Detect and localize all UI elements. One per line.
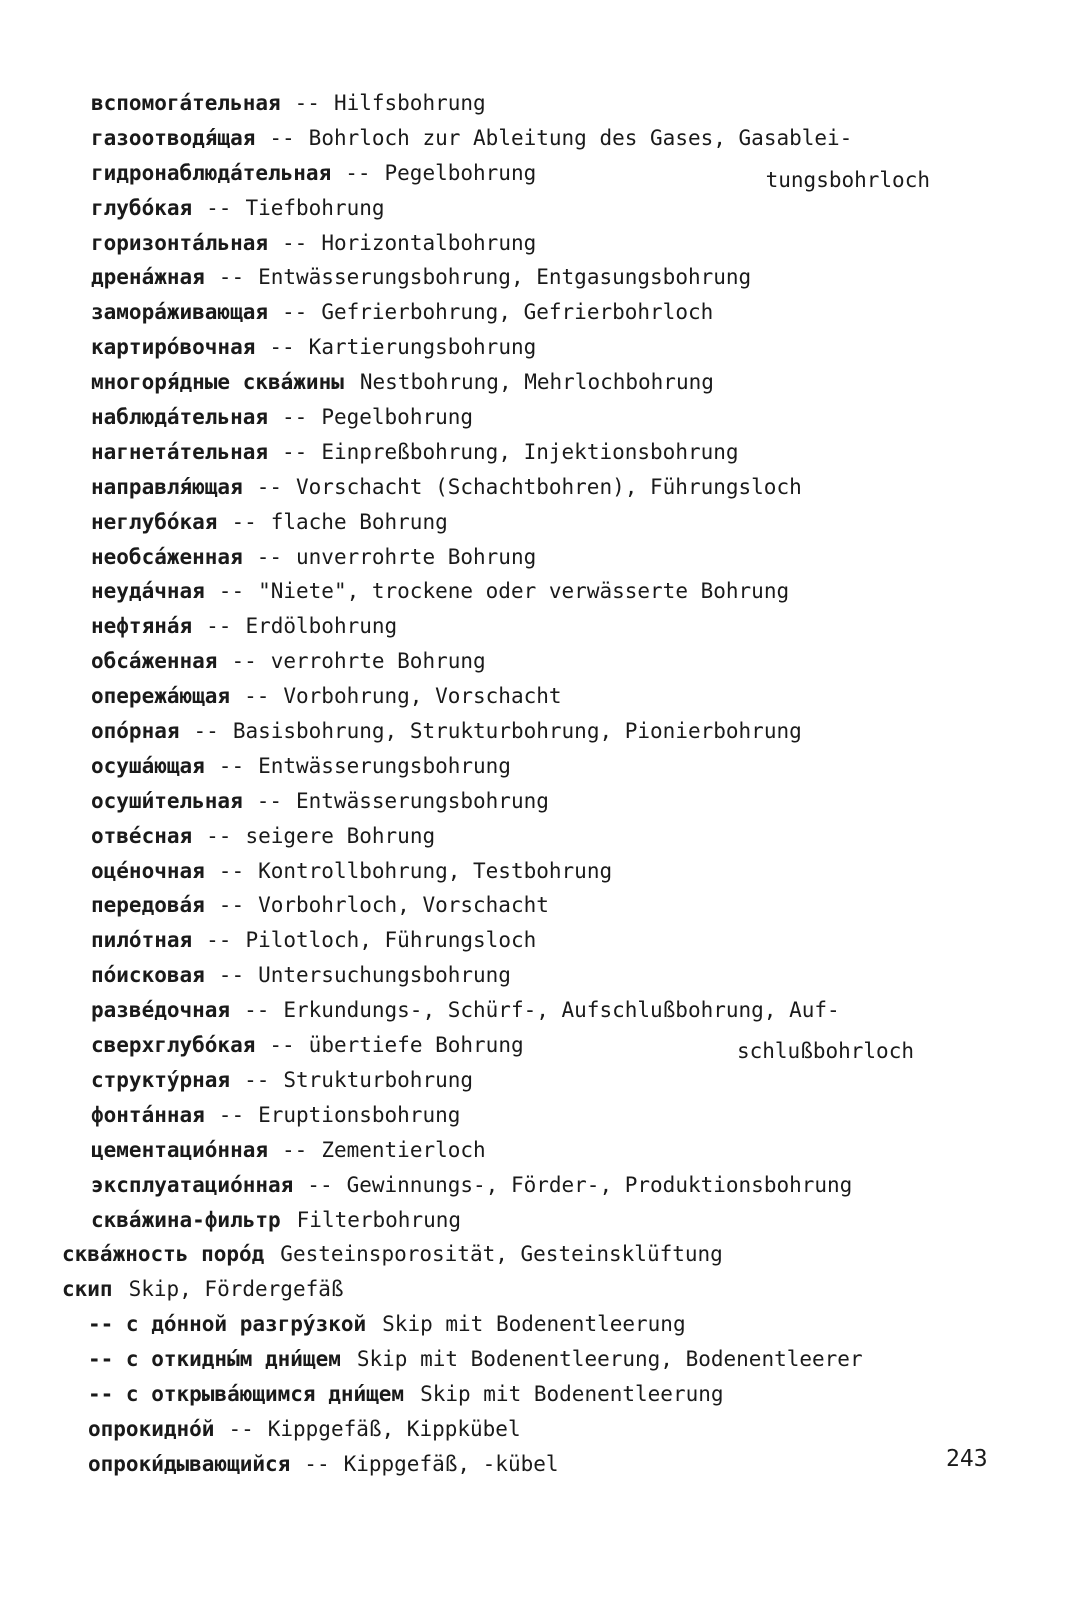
entry-german-translation: verrohrte Bohrung: [270, 649, 486, 674]
entry-separator: --: [218, 858, 245, 883]
entry-russian-term: обсáженная: [91, 649, 218, 674]
entry-russian-term: осуши́тельная: [91, 788, 243, 813]
entry-german-translation: Vorbohrloch, Vorschacht: [258, 893, 549, 918]
entry-russian-term: опрокиднóй: [88, 1416, 215, 1441]
entry-german-translation: Erdölbohrung: [245, 614, 398, 639]
entry-separator: --: [304, 1451, 330, 1476]
entry-separator: --: [282, 405, 308, 430]
entry-german-translation: flache Bohrung: [270, 509, 448, 534]
entry-german-translation: Kontrollbohrung, Testbohrung: [258, 858, 613, 883]
page-number: 243: [946, 1446, 988, 1472]
entry-russian-term: -- с дóнной разгрýзкой: [88, 1312, 367, 1337]
entry-russian-term: сквáжность порóд: [62, 1242, 265, 1267]
entry-russian-term: пóисковая: [91, 963, 205, 988]
entry-russian-term: опережáющая: [91, 684, 231, 709]
entry-row: [0, 1028, 1070, 1063]
entry-german-translation: übertiefe Bohrung: [308, 1033, 524, 1058]
entry-german-translation: Entwässerungsbohrung: [258, 753, 511, 778]
entry-separator: --: [206, 195, 232, 220]
entry-row: [0, 819, 1070, 854]
entry-russian-term: сквáжина-фильтр: [91, 1207, 281, 1232]
entry-separator: --: [218, 753, 245, 778]
entry-row: [0, 365, 1070, 400]
entry-russian-term: структýрная: [91, 1067, 231, 1092]
entry-russian-term: горизонтáльная: [91, 230, 269, 255]
entry-separator: --: [282, 1137, 308, 1162]
entry-russian-term: развéдочная: [91, 998, 231, 1023]
entry-separator: --: [218, 265, 245, 290]
entry-list: [0, 86, 1070, 1482]
entry-german-translation: Gewinnungs-, Förder-, Produktionsbohrung: [346, 1172, 853, 1197]
entry-german-translation: Vorbohrung, Vorschacht: [283, 684, 562, 709]
entry-german-translation: Untersuchungsbohrung: [258, 963, 511, 988]
entry-russian-term: -- с открывáющимся дни́щем: [88, 1381, 405, 1406]
entry-russian-term: нефтянáя: [91, 614, 193, 639]
entry-russian-term: опроки́дывающийся: [88, 1451, 291, 1476]
entry-german-translation: Eruptionsbohrung: [258, 1102, 461, 1127]
entry-russian-term: нагнетáтельная: [91, 439, 269, 464]
entry-separator: --: [218, 893, 245, 918]
entry-german-translation: "Niete", trockene oder verwässerte Bohrung: [258, 579, 790, 604]
entry-separator: --: [244, 684, 270, 709]
entry-german-translation: seigere Bohrung: [245, 823, 436, 848]
entry-russian-term: картирóвочная: [91, 335, 256, 360]
entry-german-translation: Gefrierbohrung, Gefrierbohrloch: [321, 300, 714, 325]
entry-russian-term: передовáя: [91, 893, 205, 918]
entry-german-translation: Pegelbohrung: [384, 160, 537, 185]
entry-russian-term: эксплуатациóнная: [91, 1172, 294, 1197]
entry-russian-term: вспомогáтельная: [91, 91, 281, 115]
entry-russian-term: осушáющая: [91, 753, 205, 778]
entry-separator: --: [345, 160, 371, 185]
entry-separator: --: [231, 509, 257, 534]
entry-row: [0, 1377, 1070, 1412]
entry-german-translation: Erkundungs-, Schürf-, Aufschlußbohrung, Auf-: [283, 998, 840, 1023]
entry-russian-term: неудáчная: [91, 579, 205, 604]
entry-row: [0, 644, 1070, 679]
entry-row: [0, 958, 1070, 993]
entry-continuation: tungsbohrloch: [765, 167, 930, 192]
entry-row: [0, 191, 1070, 226]
entry-row: [0, 1237, 1070, 1272]
entry-row: [0, 470, 1070, 505]
entry-german-translation: Skip mit Bodenentleerung: [420, 1381, 724, 1406]
entry-russian-term: скип: [62, 1277, 113, 1302]
entry-separator: --: [256, 544, 283, 569]
entry-row: [0, 1203, 1070, 1238]
entry-german-translation: Zementierloch: [321, 1137, 486, 1162]
entry-russian-term: опóрная: [91, 719, 180, 744]
entry-german-translation: Tiefbohrung: [245, 195, 385, 220]
entry-german-translation: unverrohrte Bohrung: [296, 544, 537, 569]
entry-separator: --: [218, 579, 245, 604]
entry-german-translation: Kartierungsbohrung: [308, 335, 537, 360]
entry-separator: --: [269, 125, 295, 150]
entry-separator: --: [294, 91, 320, 115]
entry-russian-term: оцéночная: [91, 858, 205, 883]
entry-russian-term: цементациóнная: [91, 1137, 269, 1162]
entry-row: [0, 226, 1070, 261]
entry-german-translation: Pegelbohrung: [321, 405, 474, 430]
entry-russian-term: газоотводя́щая: [91, 125, 256, 150]
entry-row: [0, 121, 1070, 156]
entry-separator: --: [218, 1102, 245, 1127]
entry-separator: --: [282, 439, 308, 464]
entry-russian-term: заморáживающая: [91, 300, 269, 325]
entry-row: [0, 784, 1070, 819]
entry-row: [0, 923, 1070, 958]
entry-separator: --: [244, 998, 270, 1023]
entry-german-translation: Gesteinsporosität, Gesteinsklüftung: [280, 1242, 723, 1267]
entry-german-translation: Horizontalbohrung: [321, 230, 537, 255]
entry-separator: --: [282, 300, 308, 325]
entry-row: [0, 1412, 1070, 1447]
entry-german-translation: Entwässerungsbohrung: [296, 788, 549, 813]
entry-separator: --: [193, 719, 219, 744]
entry-row: [0, 295, 1070, 330]
entry-separator: --: [256, 474, 283, 499]
entry-row: [0, 1342, 1070, 1377]
entry-row: [0, 260, 1070, 295]
entry-russian-term: пилóтная: [91, 928, 193, 953]
entry-row: [0, 1307, 1070, 1342]
entry-separator: --: [269, 1033, 295, 1058]
entry-row: [0, 505, 1070, 540]
entry-german-translation: Strukturbohrung: [283, 1067, 474, 1092]
entry-row: [0, 400, 1070, 435]
entry-separator: --: [282, 230, 308, 255]
entry-german-translation: Hilfsbohrung: [333, 91, 486, 115]
entry-separator: --: [206, 928, 232, 953]
entry-russian-term: фонтáнная: [91, 1102, 205, 1127]
entry-separator: --: [218, 963, 245, 988]
entry-russian-term: дренáжная: [91, 265, 205, 290]
entry-row: [0, 714, 1070, 749]
entry-separator: --: [256, 788, 283, 813]
entry-row: [0, 330, 1070, 365]
entry-russian-term: сверхглубóкая: [91, 1033, 256, 1058]
entry-row: [0, 679, 1070, 714]
entry-row: [0, 1063, 1070, 1098]
entry-german-translation: Basisbohrung, Strukturbohrung, Pionierbohrung: [232, 719, 802, 744]
entry-russian-term: необсáженная: [91, 544, 243, 569]
entry-separator: --: [269, 335, 295, 360]
entry-german-translation: Skip mit Bodenentleerung, Bodenentleerer: [356, 1347, 863, 1372]
entry-row: [0, 1272, 1070, 1307]
entry-russian-term: -- с откидны́м дни́щем: [88, 1347, 341, 1372]
entry-row: [0, 86, 1070, 121]
entry-russian-term: неглубóкая: [91, 509, 218, 534]
entry-separator: --: [206, 823, 232, 848]
entry-continuation: schlußbohrloch: [736, 1039, 914, 1064]
entry-german-translation: Kippgefäß, Kippkübel: [267, 1416, 521, 1441]
entry-row: [0, 854, 1070, 889]
entry-russian-term: отвéсная: [91, 823, 193, 848]
entry-row: [0, 540, 1070, 575]
entry-row: [0, 1447, 1070, 1482]
entry-german-translation: Pilotloch, Führungsloch: [245, 928, 537, 953]
entry-row: [0, 1168, 1070, 1203]
entry-german-translation: Entwässerungsbohrung, Entgasungsbohrung: [258, 265, 752, 290]
entry-separator: --: [244, 1067, 270, 1092]
entry-row: [0, 1133, 1070, 1168]
entry-german-translation: Skip mit Bodenentleerung: [382, 1312, 686, 1337]
entry-row: [0, 435, 1070, 470]
entry-german-translation: Einpreßbohrung, Injektionsbohrung: [321, 439, 739, 464]
entry-separator: --: [228, 1416, 254, 1441]
entry-russian-term: глубóкая: [91, 195, 193, 220]
entry-german-translation: Skip, Fördergefäß: [128, 1277, 344, 1302]
entry-row: [0, 156, 1070, 191]
entry-separator: --: [231, 649, 257, 674]
entry-german-translation: Bohrloch zur Ableitung des Gases, Gasablei-: [308, 125, 853, 150]
entry-german-translation: Nestbohrung, Mehrlochbohrung: [359, 370, 714, 395]
entry-russian-term: многоря́дные сквáжины: [91, 370, 344, 395]
entry-row: [0, 888, 1070, 923]
entry-russian-term: направля́ющая: [91, 474, 243, 499]
entry-row: [0, 749, 1070, 784]
entry-german-translation: Filterbohrung: [296, 1207, 462, 1232]
entry-separator: --: [206, 614, 232, 639]
entry-separator: --: [307, 1172, 333, 1197]
entry-german-translation: Vorschacht (Schachtbohren), Führungsloch: [296, 474, 802, 499]
entry-row: [0, 609, 1070, 644]
entry-row: [0, 1098, 1070, 1133]
entry-russian-term: наблюдáтельная: [91, 405, 269, 430]
entry-russian-term: гидронаблюдáтельная: [91, 160, 332, 185]
entry-row: [0, 993, 1070, 1028]
entry-german-translation: Kippgefäß, -kübel: [343, 1451, 559, 1476]
entry-row: [0, 574, 1070, 609]
